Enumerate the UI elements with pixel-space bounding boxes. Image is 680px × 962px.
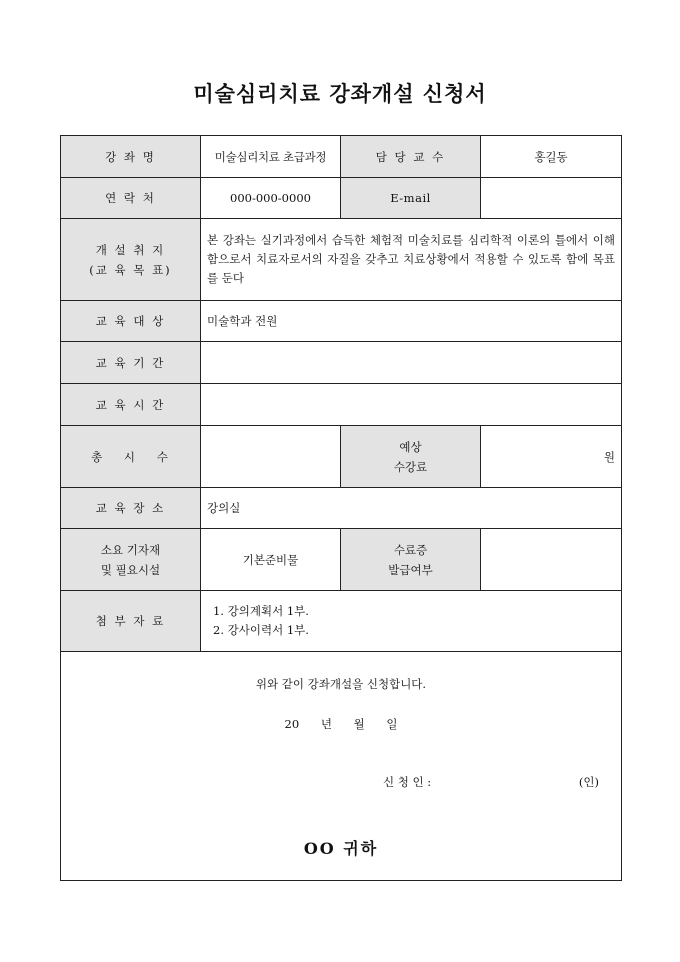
application-form-table bbox=[60, 135, 622, 881]
target-label: 교 육 대 상 bbox=[61, 301, 201, 342]
fee-label-line2: 수강료 bbox=[393, 459, 428, 474]
applicant-label: 신 청 인 : bbox=[383, 775, 432, 789]
course-name-label: 강 좌 명 bbox=[61, 136, 201, 178]
row-period bbox=[61, 342, 622, 384]
seal-mark: (인) bbox=[578, 775, 599, 789]
course-name-value[interactable]: 미술심리치료 초급과정 bbox=[201, 136, 341, 178]
hours-value[interactable] bbox=[201, 426, 341, 488]
equipment-label-line2: 및 필요시설 bbox=[100, 562, 161, 577]
purpose-label-line1: 개 설 취 지 bbox=[95, 242, 166, 257]
period-label: 교 육 기 간 bbox=[61, 342, 201, 384]
row-purpose bbox=[61, 219, 622, 301]
email-value[interactable] bbox=[481, 178, 622, 219]
fee-label-line1: 예상 bbox=[399, 439, 422, 454]
certificate-label-line1: 수료증 bbox=[393, 542, 428, 557]
time-label: 교 육 시 간 bbox=[61, 384, 201, 426]
contact-value[interactable]: 000-000-0000 bbox=[201, 178, 341, 219]
row-place bbox=[61, 488, 622, 529]
purpose-value[interactable]: 본 강좌는 실기과정에서 습득한 체험적 미술치료를 심리학적 이론의 틀에서 이해함으로서 치료자로서의 자질을 갖추고 치료상황에서 적용할 수 있도록 함에 목표를 둔다 bbox=[201, 219, 622, 301]
row-time bbox=[61, 384, 622, 426]
professor-value[interactable]: 홍길동 bbox=[481, 136, 622, 178]
place-value[interactable]: 강의실 bbox=[201, 488, 622, 529]
email-label: E-mail bbox=[341, 178, 481, 219]
purpose-label-line2: (교 육 목 표) bbox=[89, 262, 172, 277]
professor-label: 담 당 교 수 bbox=[341, 136, 481, 178]
declaration-date[interactable]: 20 년 월 일 bbox=[284, 717, 398, 731]
place-label: 교 육 장 소 bbox=[61, 488, 201, 529]
row-target bbox=[61, 301, 622, 342]
equipment-value[interactable]: 기본준비물 bbox=[201, 529, 341, 591]
row-attachments bbox=[61, 591, 622, 652]
attach-label: 첨 부 자 료 bbox=[61, 591, 201, 652]
row-hours bbox=[61, 426, 622, 488]
fee-label bbox=[341, 426, 481, 488]
certificate-value[interactable] bbox=[481, 529, 622, 591]
attach-value[interactable] bbox=[201, 591, 622, 652]
row-contact bbox=[61, 178, 622, 219]
equipment-label-line1: 소요 기자재 bbox=[100, 542, 161, 557]
hours-label: 총 시 수 bbox=[61, 426, 201, 488]
target-value[interactable]: 미술학과 전원 bbox=[201, 301, 622, 342]
addressee: OO 귀하 bbox=[303, 839, 379, 858]
equipment-label bbox=[61, 529, 201, 591]
form-title: 미술심리치료 강좌개설 신청서 bbox=[193, 81, 487, 106]
purpose-label bbox=[61, 219, 201, 301]
declaration-cell bbox=[61, 652, 622, 881]
time-value[interactable] bbox=[201, 384, 622, 426]
attach-item-2: 2. 강사이력서 1부. bbox=[213, 623, 309, 637]
row-course bbox=[61, 136, 622, 178]
period-value[interactable] bbox=[201, 342, 622, 384]
row-declaration bbox=[61, 652, 622, 881]
declaration-statement: 위와 같이 강좌개설을 신청합니다. bbox=[255, 677, 427, 691]
fee-value[interactable]: 원 bbox=[481, 426, 622, 488]
attach-item-1: 1. 강의계획서 1부. bbox=[213, 604, 309, 618]
contact-label: 연 락 처 bbox=[61, 178, 201, 219]
certificate-label bbox=[341, 529, 481, 591]
certificate-label-line2: 발급여부 bbox=[388, 562, 433, 577]
row-equipment bbox=[61, 529, 622, 591]
